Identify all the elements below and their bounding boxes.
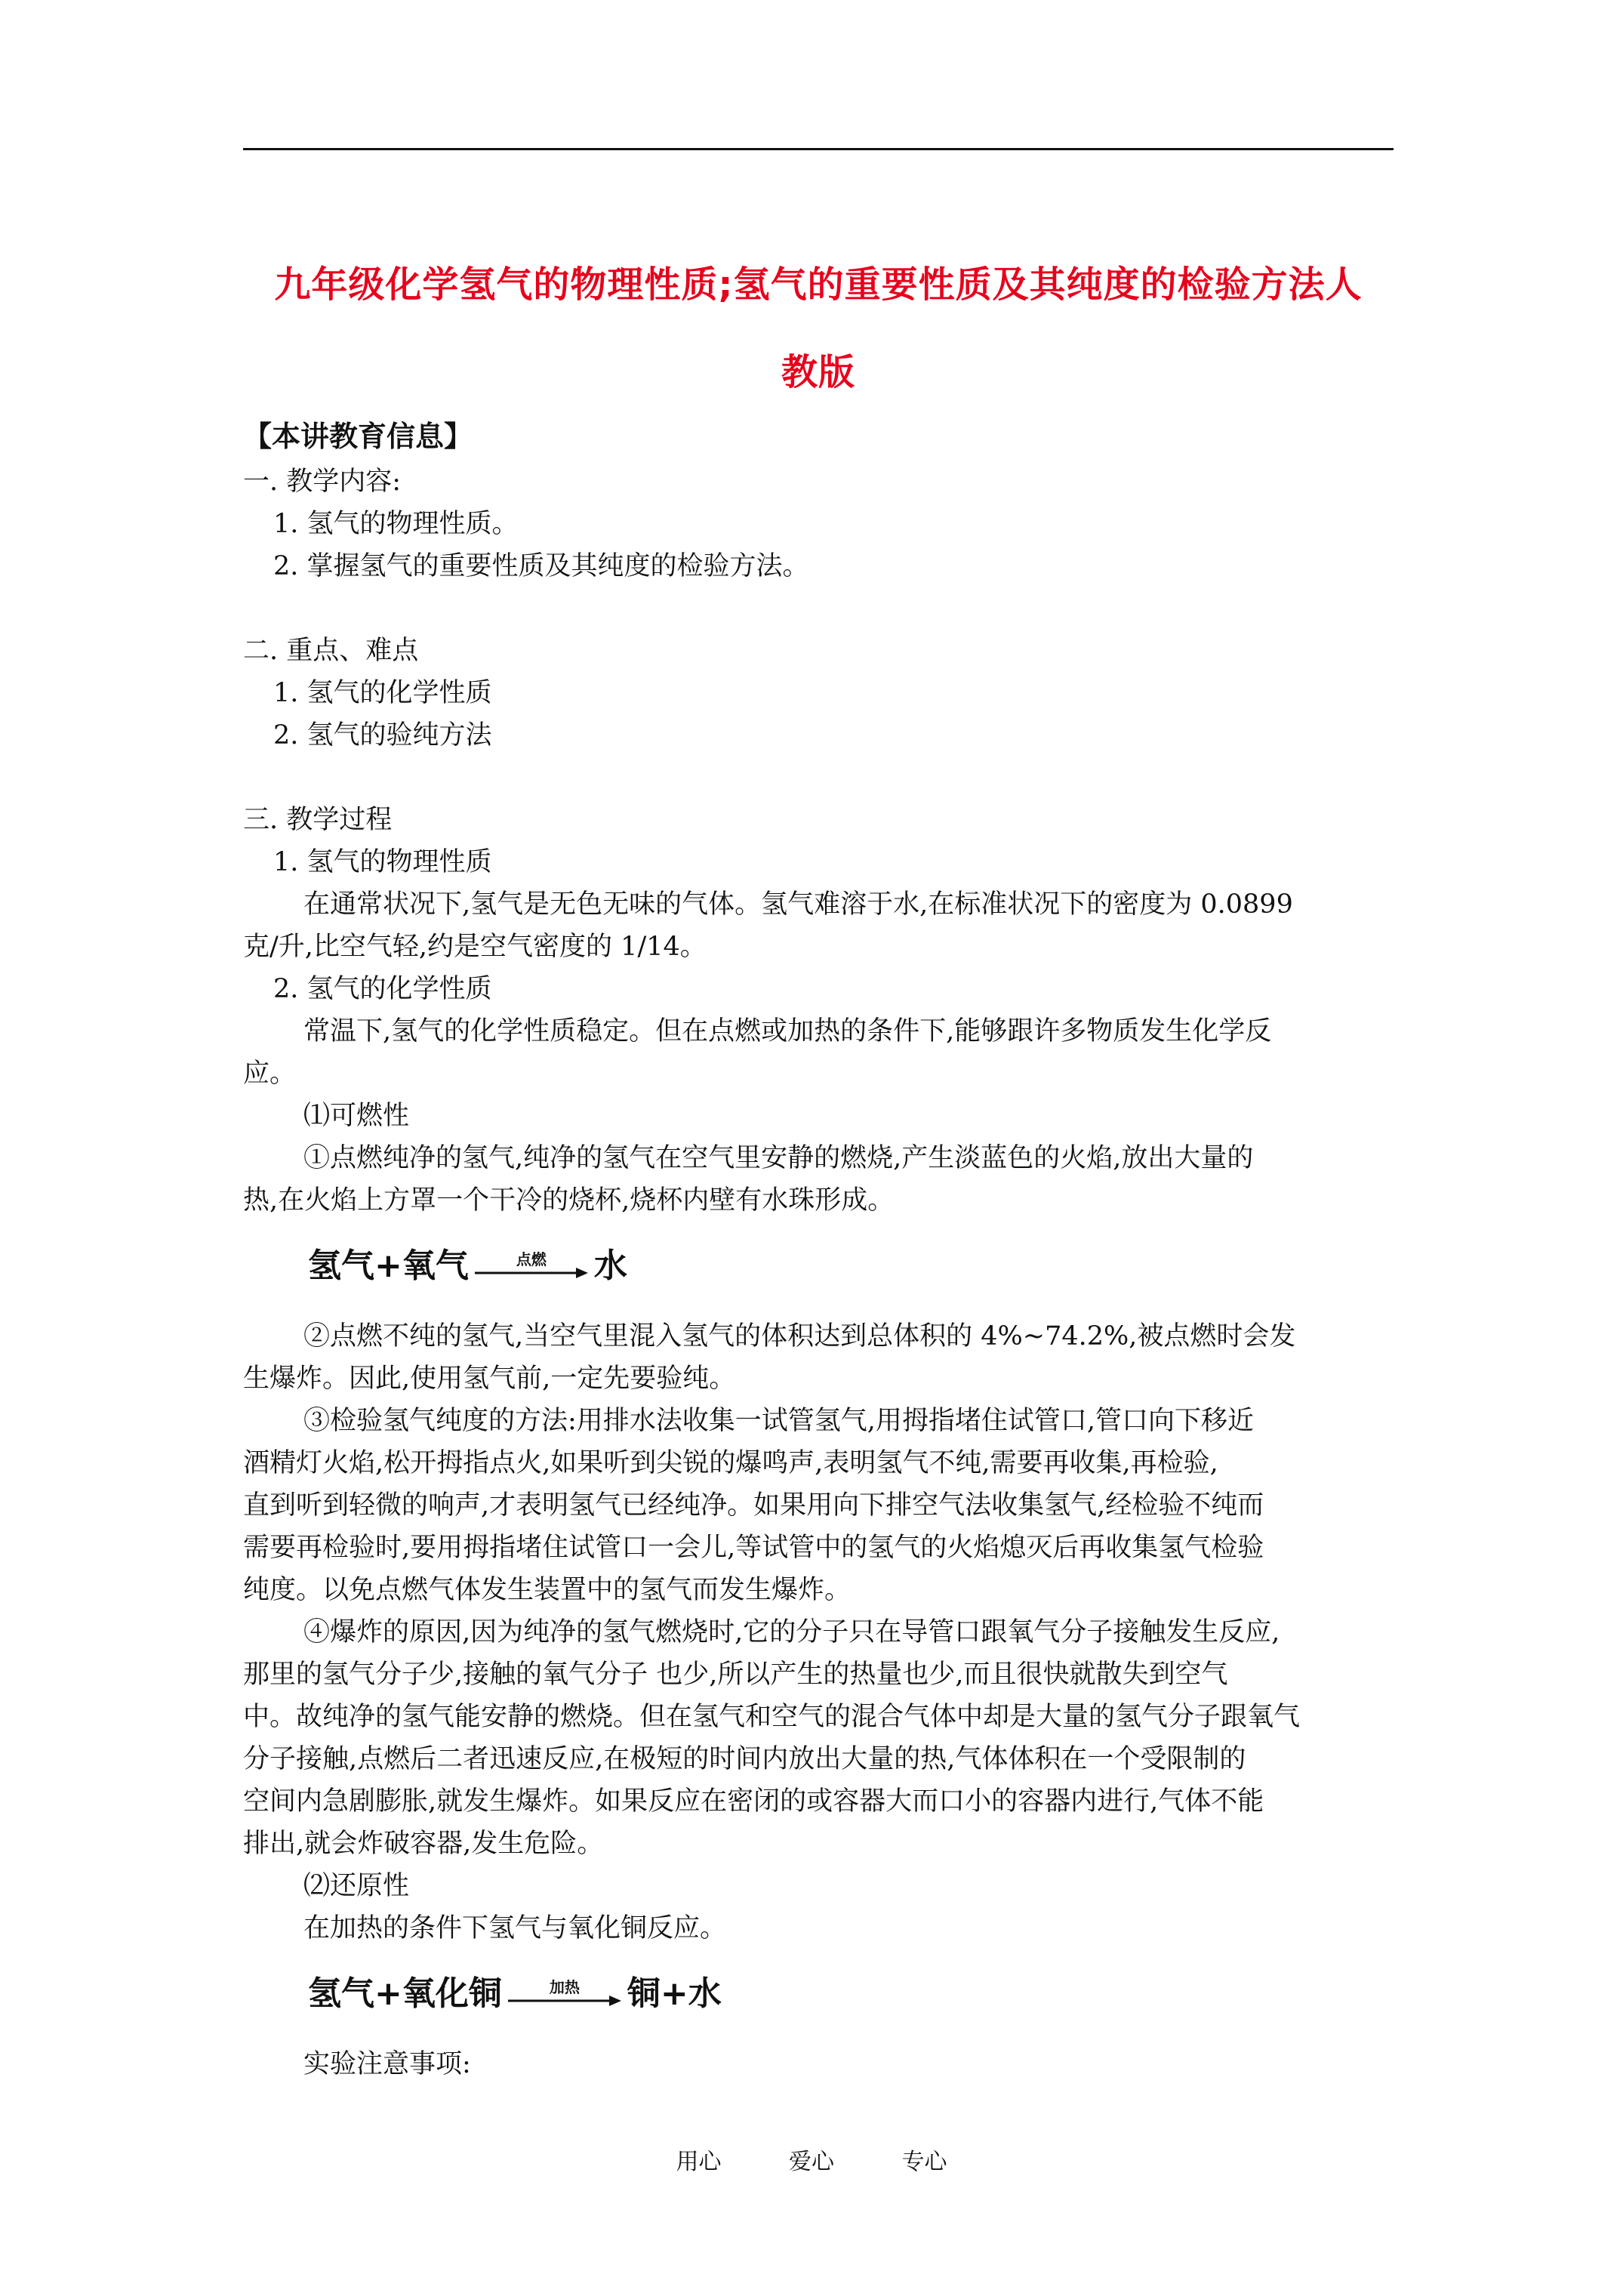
equation-products: 水 xyxy=(593,1247,627,1285)
paragraph-line: 中。故纯净的氢气能安静的燃烧。但在氢气和空气的混合气体中却是大量的氢气分子跟氧气 xyxy=(243,1702,1301,1732)
s2-item: 2. 氢气的验纯方法 xyxy=(273,720,492,750)
paragraph-line: 热,在火焰上方罩一个干冷的烧杯,烧杯内壁有水珠形成。 xyxy=(243,1185,895,1216)
s1-heading: 一. 教学内容: xyxy=(243,467,402,497)
paragraph-line: 克/升,比空气轻,约是空气密度的 1/14。 xyxy=(243,932,707,962)
paragraph-line: 排出,就会炸破容器,发生危险。 xyxy=(243,1829,604,1859)
document-title-line-2: 教版 xyxy=(781,351,855,393)
paragraph-line: 酒精灯火焰,松开拇指点火,如果听到尖锐的爆鸣声,表明氢气不纯,需要再收集,再检验, xyxy=(243,1448,1218,1478)
paragraph-line: 常温下,氢气的化学性质稳定。但在点燃或加热的条件下,能够跟许多物质发生化学反 xyxy=(303,1016,1272,1046)
notes-heading: 实验注意事项: xyxy=(303,2049,471,2079)
paragraph-line: ②点燃不纯的氢气,当空气里混入氢气的体积达到总体积的 4%~74.2%,被点燃时会发 xyxy=(303,1321,1296,1351)
p2-heading: 2. 氢气的化学性质 xyxy=(273,974,492,1004)
reaction-condition: 加热 xyxy=(549,1978,580,1996)
s3-heading: 三. 教学过程 xyxy=(243,805,393,835)
section-header: 【本讲教育信息】 xyxy=(243,420,473,453)
paragraph-line: 那里的氢气分子少,接触的氧气分子 也少,所以产生的热量也少,而且很快就散失到空气 xyxy=(243,1660,1228,1690)
paragraph-line: 空间内急剧膨胀,就发生爆炸。如果反应在密闭的或容器大而口小的容器内进行,气体不能 xyxy=(243,1786,1264,1817)
header-rule xyxy=(243,148,1394,150)
paragraph-line: 在通常状况下,氢气是无色无味的气体。氢气难溶于水,在标准状况下的密度为 0.0899 xyxy=(303,889,1293,920)
reducibility-heading: ⑵还原性 xyxy=(303,1871,410,1901)
equation-combustion xyxy=(308,1238,627,1287)
paragraph-line: ④爆炸的原因,因为纯净的氢气燃烧时,它的分子只在导管口跟氧气分子接触发生反应, xyxy=(303,1617,1280,1647)
s1-item: 2. 掌握氢气的重要性质及其纯度的检验方法。 xyxy=(273,551,809,581)
reaction-condition: 点燃 xyxy=(516,1250,547,1268)
equation-reduction xyxy=(308,1966,722,2014)
paragraph-line: ③检验氢气纯度的方法:用排水法收集一试管氢气,用拇指堵住试管口,管口向下移近 xyxy=(303,1406,1255,1436)
document-title-line-1: 九年级化学氢气的物理性质;氢气的重要性质及其纯度的检验方法人 xyxy=(274,264,1363,306)
footer-text: 爱心 xyxy=(789,2149,834,2175)
s1-item: 1. 氢气的物理性质。 xyxy=(273,509,519,539)
s2-item: 1. 氢气的化学性质 xyxy=(273,678,492,708)
paragraph-line: 纯度。以免点燃气体发生装置中的氢气而发生爆炸。 xyxy=(243,1575,852,1605)
arrow-icon xyxy=(475,1267,588,1279)
footer-text: 专心 xyxy=(901,2149,947,2175)
reaction-arrow xyxy=(475,1252,588,1287)
equation-reactants: 氢气+氧气 xyxy=(308,1247,469,1285)
paragraph-line: 分子接触,点燃后二者迅速反应,在极短的时间内放出大量的热,气体体积在一个受限制的 xyxy=(243,1744,1246,1774)
arrow-icon xyxy=(508,1995,621,2007)
s2-heading: 二. 重点、难点 xyxy=(243,636,419,666)
footer-text: 用心 xyxy=(676,2149,722,2175)
p1-heading: 1. 氢气的物理性质 xyxy=(273,847,492,877)
reaction-arrow xyxy=(508,1980,621,2014)
equation-reactants: 氢气+氧化铜 xyxy=(308,1974,502,2013)
equation-products: 铜+水 xyxy=(627,1974,722,2013)
page-footer xyxy=(0,2143,1623,2176)
combustibility-heading: ⑴可燃性 xyxy=(303,1101,410,1131)
paragraph-line: ①点燃纯净的氢气,纯净的氢气在空气里安静的燃烧,产生淡蓝色的火焰,放出大量的 xyxy=(303,1143,1254,1173)
paragraph-line: 需要再检验时,要用拇指堵住试管口一会儿,等试管中的氢气的火焰熄灭后再收集氢气检验 xyxy=(243,1533,1264,1563)
paragraph-line: 在加热的条件下氢气与氧化铜反应。 xyxy=(303,1913,727,1943)
paragraph-line: 直到听到轻微的响声,才表明氢气已经纯净。如果用向下排空气法收集氢气,经检验不纯而 xyxy=(243,1490,1264,1521)
paragraph-line: 生爆炸。因此,使用氢气前,一定先要验纯。 xyxy=(243,1364,736,1394)
paragraph-line: 应。 xyxy=(243,1059,297,1089)
